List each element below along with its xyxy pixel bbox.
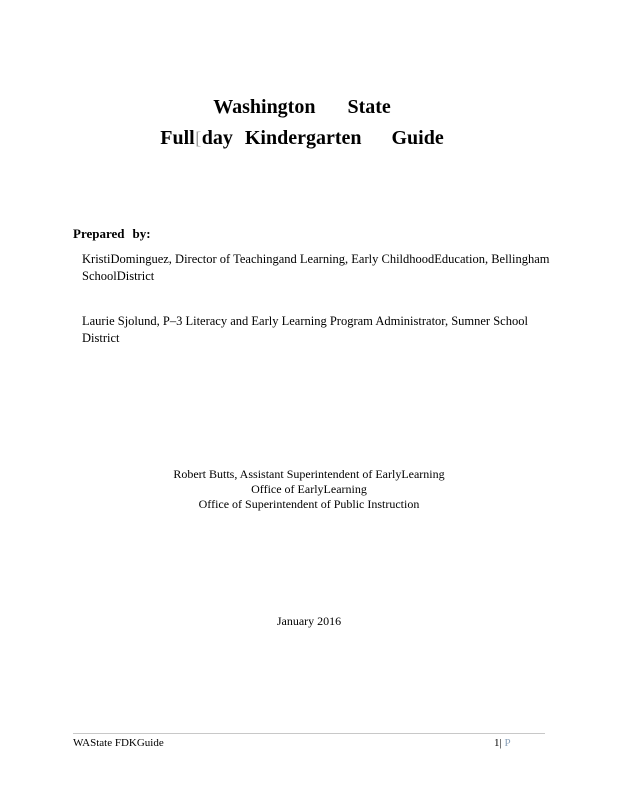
title-dash-glyph: [ [195, 128, 202, 148]
title-word-full: Full [160, 127, 195, 149]
credit-line-2: Office of EarlyLearning [251, 482, 367, 496]
title-line-2 [0, 126, 604, 150]
title-word-guide: Guide [391, 127, 444, 149]
title-word-day: day [201, 127, 233, 149]
author-entry-1: KristiDominguez, Director of Teachingand Learning, Early ChildhoodEducation, Bellingham SchoolDistrict [82, 252, 550, 283]
credit-line-3: Office of Superintendent of Public Instruction [198, 497, 420, 511]
publication-date: January 2016 [276, 614, 342, 628]
footer-doc-title: WAState FDKGuide [73, 737, 164, 749]
title-word-washington: Washington [213, 96, 316, 118]
credit-line-1: Robert Butts, Assistant Superintendent of EarlyLearning [173, 467, 445, 481]
prepared-word: Prepared [73, 226, 125, 241]
page-number: 1 [494, 737, 500, 749]
title-word-kindergarten: Kindergarten [244, 127, 362, 149]
prepared-by-label [73, 226, 151, 242]
footer-page-number [494, 736, 511, 750]
author-entry-2: Laurie Sjolund, P–3 Literacy and Early Learning Program Administrator, Sumner School District [82, 314, 528, 345]
title-line-1 [0, 95, 604, 119]
footer-divider [73, 733, 545, 734]
page-letter: P [504, 737, 511, 749]
title-word-state: State [347, 96, 391, 118]
page-separator: | [499, 737, 502, 749]
by-word: by: [132, 226, 151, 241]
